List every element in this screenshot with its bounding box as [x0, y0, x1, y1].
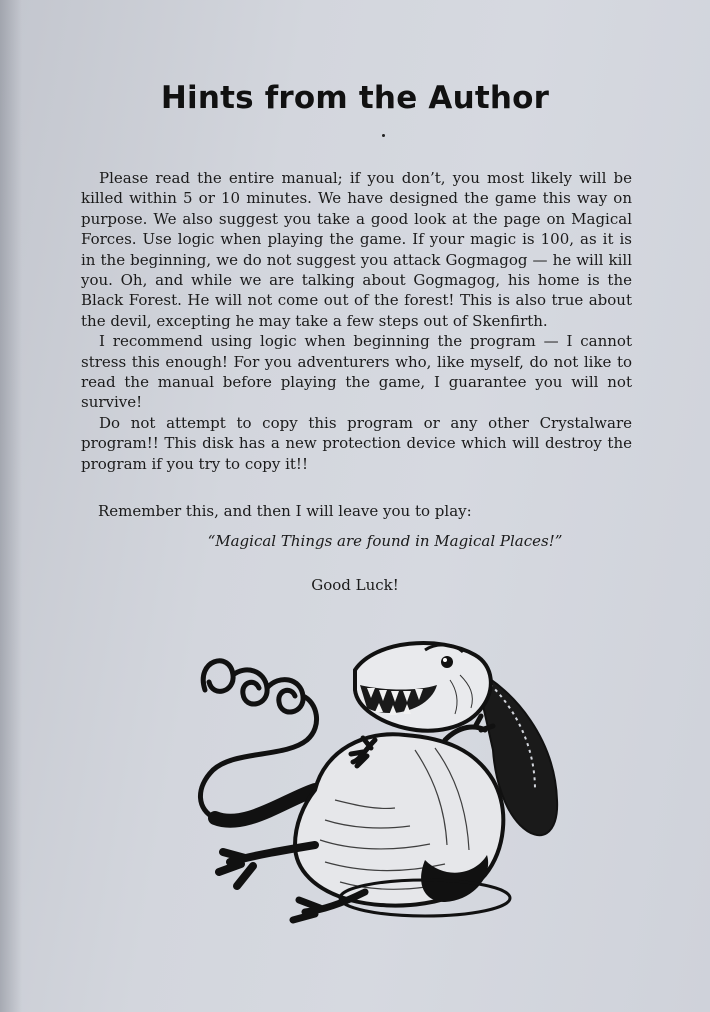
page-fold-shadow — [0, 0, 22, 1012]
page-title: Hints from the Author — [160, 80, 550, 116]
magical-quote: “Magical Things are found in Magical Places!” — [207, 532, 563, 550]
remember-line: Remember this, and then I will leave you to play: — [98, 502, 472, 520]
dragon-eye — [441, 656, 453, 668]
good-luck-signoff: Good Luck! — [311, 576, 399, 594]
hints-body — [81, 168, 632, 474]
dragon-illustration-icon — [175, 630, 565, 925]
print-speck — [382, 134, 385, 137]
dragon-right-foot — [293, 892, 365, 920]
dragon-head — [355, 643, 491, 731]
paragraph-use-logic: I recommend using logic when beginning the program — I cannot stress this enough! For you adventurers who, like myself, do not like to read the manual before playing the game, I guarantee you will not survive! — [81, 332, 632, 412]
paragraph-copy-protection: Do not attempt to copy this program or any other Crystalware program!! This disk has a new protection device which will destroy the program if you try to copy it!! — [81, 413, 632, 473]
paragraph-manual-warning: Please read the entire manual; if you don’t, you most likely will be killed within 5 or 10 minutes. We have designed the game this way on purpose. We also suggest you take a good look at the page on Magical Forces. Use logic when playing the game. If your magic is 100, as it is in the beginning, we do not suggest you attack Gogmagog — he will kill you. Oh, and while we are talking about Gogmagog, his home is the Black Forest. He will not come out of the forest! This is also true about the devil, excepting he may take a few steps out of Skenfirth. — [81, 169, 632, 330]
